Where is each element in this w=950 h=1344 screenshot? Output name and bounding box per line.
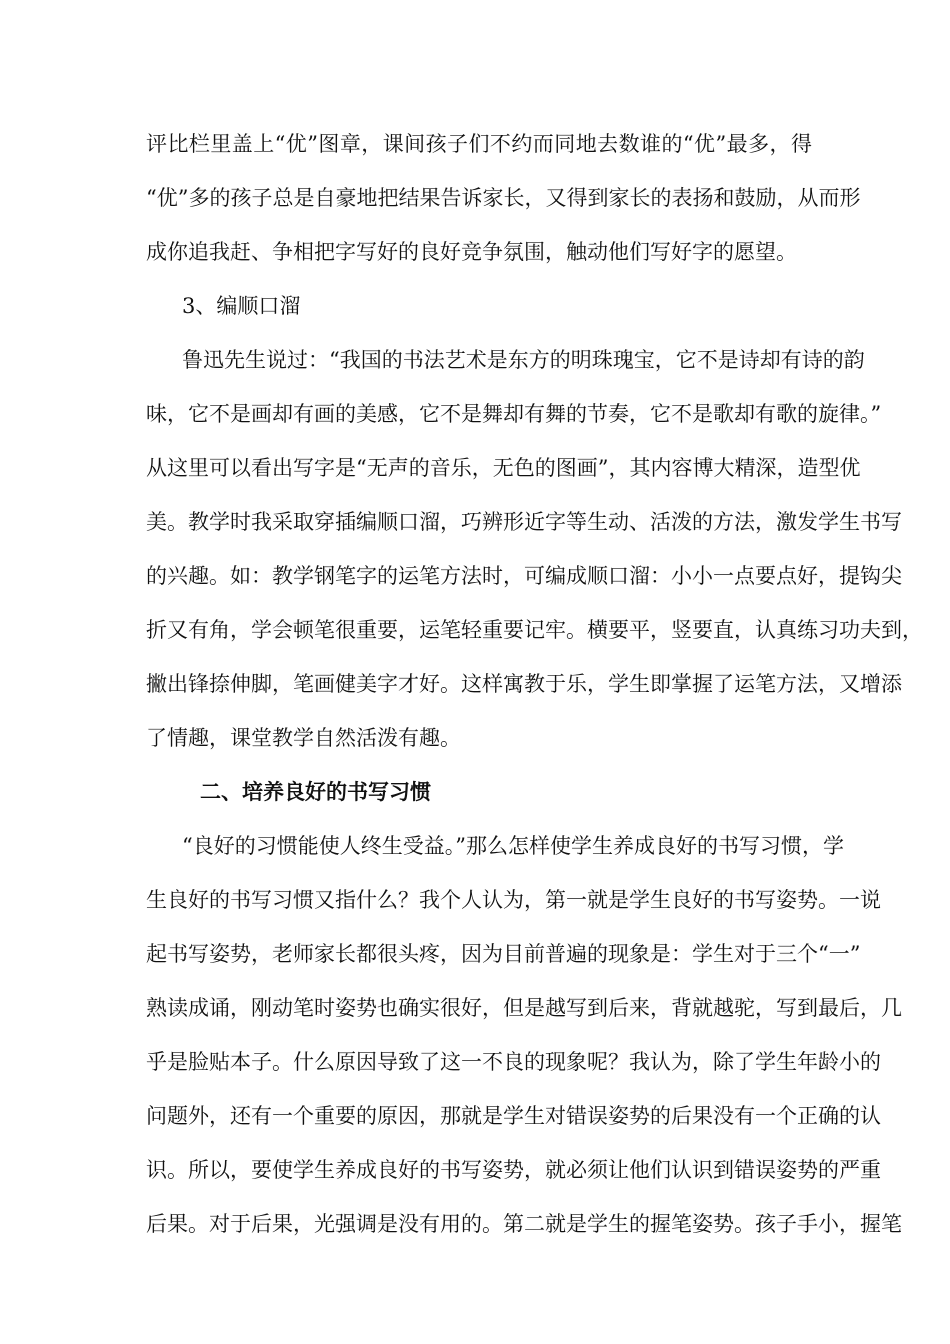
paragraph-line: 的兴趣。如：教学钢笔字的运笔方法时，可编成顺口溜：小小一点要点好，提钩尖 — [146, 564, 902, 588]
paragraph-line: “优”多的孩子总是自豪地把结果告诉家长，又得到家长的表扬和鼓励，从而形 — [146, 186, 861, 210]
section-subheading: 3、编顺口溜 — [182, 294, 301, 318]
paragraph-line: 鲁迅先生说过：“我国的书法艺术是东方的明珠瑰宝，它不是诗却有诗的韵 — [182, 348, 865, 372]
paragraph-line: 问题外，还有一个重要的原因，那就是学生对错误姿势的后果没有一个正确的认 — [146, 1104, 881, 1128]
paragraph-line: “良好的习惯能使人终生受益。”那么怎样使学生养成良好的书写习惯，学 — [182, 834, 844, 858]
paragraph-line: 折又有角，学会顿笔很重要，运笔轻重要记牢。横要平，竖要直，认真练习功夫到， — [146, 618, 923, 642]
paragraph-line: 成你追我赶、争相把字写好的良好竞争氛围，触动他们写好字的愿望。 — [146, 240, 797, 264]
paragraph-line: 撇出锋捺伸脚，笔画健美字才好。这样寓教于乐，学生即掌握了运笔方法，又增添 — [146, 672, 902, 696]
paragraph-line: 评比栏里盖上“优”图章，课间孩子们不约而同地去数谁的“优”最多，得 — [146, 132, 812, 156]
paragraph-line: 生良好的书写习惯又指什么？我个人认为，第一就是学生良好的书写姿势。一说 — [146, 888, 881, 912]
paragraph-line: 了情趣，课堂教学自然活泼有趣。 — [146, 726, 461, 750]
section-heading: 二、培养良好的书写习惯 — [200, 780, 431, 804]
paragraph-line: 起书写姿势，老师家长都很头疼，因为目前普遍的现象是：学生对于三个“一” — [146, 942, 861, 966]
paragraph-line: 后果。对于后果，光强调是没有用的。第二就是学生的握笔姿势。孩子手小，握笔 — [146, 1212, 902, 1236]
paragraph-line: 识。所以，要使学生养成良好的书写姿势，就必须让他们认识到错误姿势的严重 — [146, 1158, 881, 1182]
paragraph-line: 乎是脸贴本子。什么原因导致了这一不良的现象呢？我认为，除了学生年龄小的 — [146, 1050, 881, 1074]
paragraph-line: 味，它不是画却有画的美感，它不是舞却有舞的节奏，它不是歌却有歌的旋律。” — [146, 402, 882, 426]
paragraph-line: 美。教学时我采取穿插编顺口溜，巧辨形近字等生动、活泼的方法，激发学生书写 — [146, 510, 902, 534]
paragraph-line: 从这里可以看出写字是“无声的音乐，无色的图画”，其内容博大精深，造型优 — [146, 456, 861, 480]
paragraph-line: 熟读成诵，刚动笔时姿势也确实很好，但是越写到后来，背就越驼，写到最后，几 — [146, 996, 902, 1020]
